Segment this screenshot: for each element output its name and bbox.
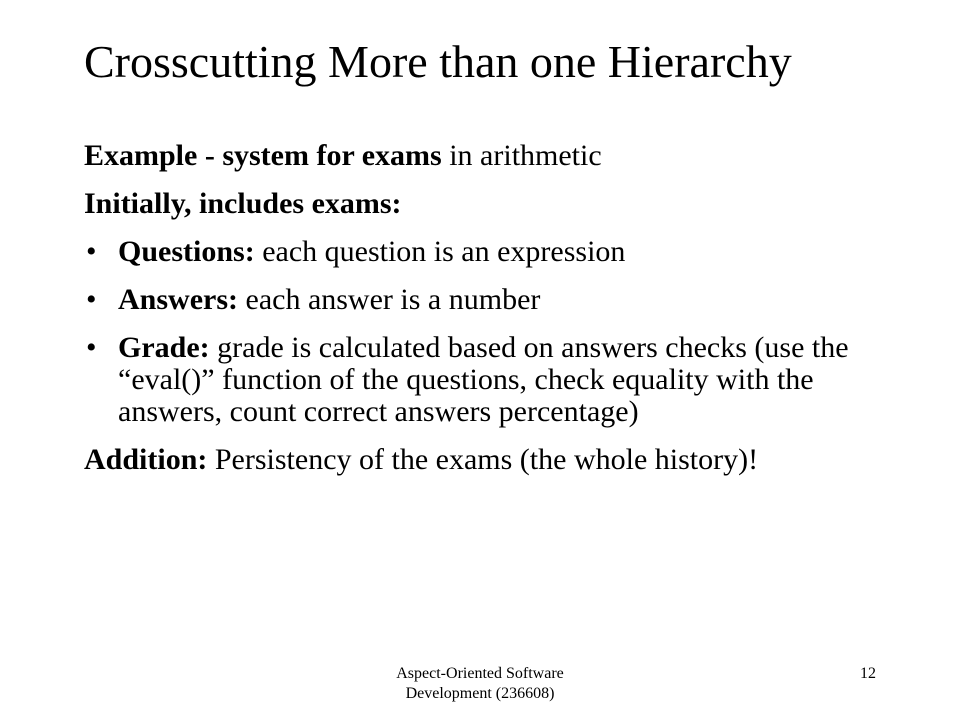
bullet-marker: • [86, 331, 97, 364]
bullet-answers [84, 284, 884, 316]
bullet-label: Answers: [118, 283, 238, 316]
slide-body [84, 140, 884, 492]
slide-title: Crosscutting More than one Hierarchy [84, 36, 792, 87]
bullet-marker: • [86, 283, 97, 316]
initially-line [84, 188, 884, 220]
page-number: 12 [860, 665, 876, 682]
bullet-questions [84, 236, 884, 268]
bullet-label: Questions: [118, 235, 255, 268]
bullet-text: each question is an expression [254, 235, 626, 268]
bullet-text: each answer is a number [238, 283, 541, 316]
bullet-grade [84, 332, 884, 428]
bullet-marker: • [86, 235, 97, 268]
footer-course [340, 664, 620, 704]
intro-normal: in arithmetic [441, 139, 602, 172]
footer-course-line1: Aspect-Oriented Software [396, 665, 564, 682]
intro-bold: Example - system for exams [84, 139, 442, 172]
bullet-label: Grade: [118, 331, 210, 364]
intro-line [84, 140, 884, 172]
addition-normal: Persistency of the exams (the whole history)! [207, 443, 759, 476]
initially-bold: Initially, includes exams: [84, 187, 402, 220]
bullet-text: grade is calculated based on answers checks (use the “eval()” function of the questions, check equality with the answers, count correct answers percentage) [118, 331, 849, 428]
addition-line [84, 444, 884, 476]
footer-course-line2: Development (236608) [405, 685, 555, 702]
addition-bold: Addition: [84, 443, 208, 476]
